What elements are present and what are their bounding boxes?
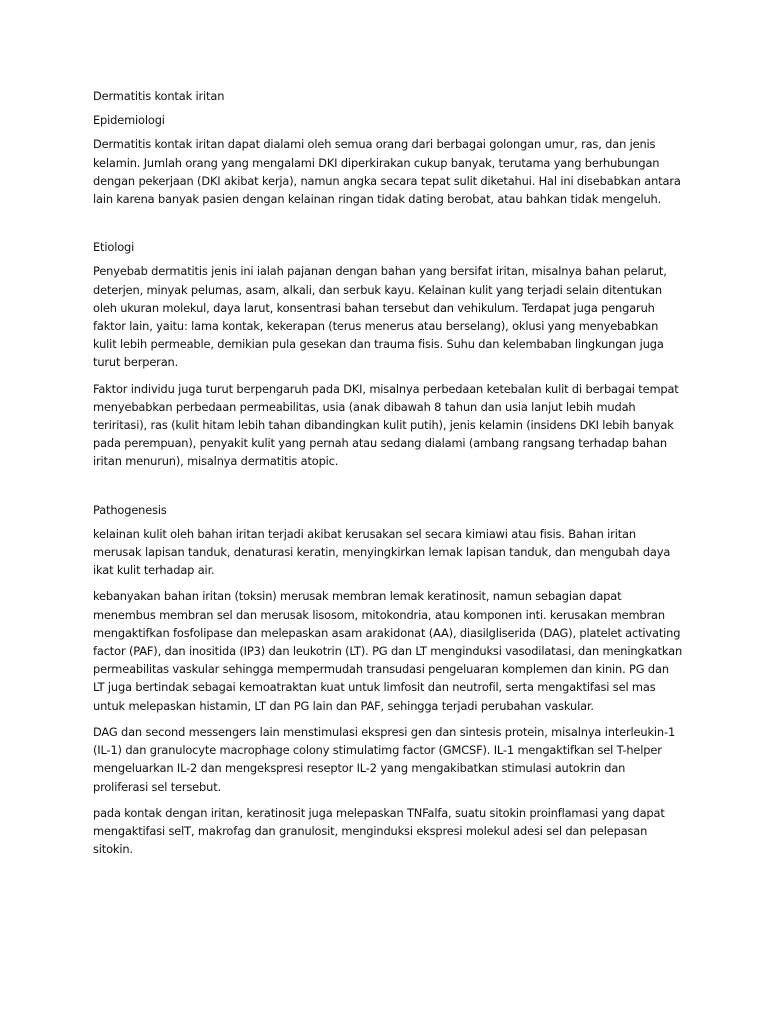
paragraph: Penyebab dermatitis jenis ini ialah pajanan dengan bahan yang bersifat iritan, misalnya bahan pelarut, deterjen, minyak pelumas, asam, alkali, dan serbuk kayu. Kelainan kulit yang terjadi selain ditentukan oleh ukuran molekul, daya larut, konsentrasi bahan tersebut dan vehikulum. Terdapat juga pengaruh faktor lain, yaitu: lama kontak, kekerapan (terus menerus atau berselang), oklusi yang menyebabkan kulit lebih permeable, demikian pula gesekan dan trauma fisis. Suhu dan kelembaban lingkungan juga turut berperan. bbox=[93, 264, 667, 370]
paragraph: Faktor individu juga turut berpengaruh pada DKI, misalnya perbedaan ketebalan kulit di berbagai tempat menyebabkan perbedaan permeabilitas, usia (anak dibawah 8 tahun dan usia lanjut lebih mudah teriritasi), ras (kulit hitam lebih tahan dibandingkan kulit putih), jenis kelamin (insidens DKI lebih banyak pada perempuan), penyakit kulit yang pernah atau sedang dialami (ambang rangsang terhadap bahan iritan menurun), misalnya dermatitis atopic. bbox=[93, 381, 679, 469]
section-epidemiologi bbox=[93, 111, 683, 208]
paragraph: kebanyakan bahan iritan (toksin) merusak membran lemak keratinosit, namun sebagian dapat menembus membran sel dan merusak lisosom, mitokondria, atau komponen inti. kerusakan membran mengaktifkan fosfolipase dan melepaskan asam arakidonat (AA), diasilgliserida (DAG), platelet activating factor (PAF), dan inositida (IP3) dan leukotrin (LT). PG dan LT menginduksi vasodilatasi, dan meningkatkan permeabilitas vaskular sehingga mempermudah transudasi pengeluaran komplemen dan kinin. PG dan LT juga bertindak sebagai kemoatraktan kuat untuk limfosit dan neutrofil, serta mengaktifasi sel mas untuk melepaskan histamin, LT dan PG lain dan PAF, sehingga terjadi perubahan vaskular. bbox=[93, 589, 683, 713]
section-heading: Pathogenesis bbox=[93, 502, 167, 517]
section-gap bbox=[93, 216, 683, 238]
section-gap bbox=[93, 479, 683, 501]
paragraph: pada kontak dengan iritan, keratinosit juga melepaskan TNFalfa, suatu sitokin proinflamasi yang dapat mengaktifasi selT, makrofag dan granulosit, menginduksi ekspresi molekul adesi sel dan pelepasan sitokin. bbox=[93, 805, 665, 857]
document-page bbox=[93, 87, 683, 866]
section-etiologi bbox=[93, 238, 683, 470]
document-title: Dermatitis kontak iritan bbox=[93, 89, 225, 103]
paragraph: Dermatitis kontak iritan dapat dialami oleh semua orang dari berbagai golongan umur, ras, dan jenis kelamin. Jumlah orang yang mengalami DKI diperkirakan cukup banyak, terutama yang berhubungan dengan pekerjaan (DKI akibat kerja), namun angka secara tepat sulit diketahui. Hal ini disebabkan antara lain karena banyak pasien dengan kelainan ringan tidak dating berobat, atau bahkan tidak mengeluh. bbox=[93, 137, 681, 207]
paragraph: DAG dan second messengers lain menstimulasi ekspresi gen dan sintesis protein, misalnya interleukin-1 (IL-1) dan granulocyte macrophage colony stimulatimg factor (GMCSF). IL-1 mengaktifkan sel T-helper mengeluarkan IL-2 dan mengekspresi reseptor IL-2 yang mengakibatkan stimulasi autokrin dan proliferasi sel tersebut. bbox=[93, 724, 676, 794]
section-heading: Epidemiologi bbox=[93, 113, 165, 128]
section-pathogenesis bbox=[93, 501, 683, 859]
section-heading: Etiologi bbox=[93, 240, 135, 255]
paragraph: kelainan kulit oleh bahan iritan terjadi akibat kerusakan sel secara kimiawi atau fisis. Bahan iritan merusak lapisan tanduk, denaturasi keratin, menyingkirkan lemak lapisan tanduk, dan mengubah daya ikat kulit terhadap air. bbox=[93, 526, 671, 578]
